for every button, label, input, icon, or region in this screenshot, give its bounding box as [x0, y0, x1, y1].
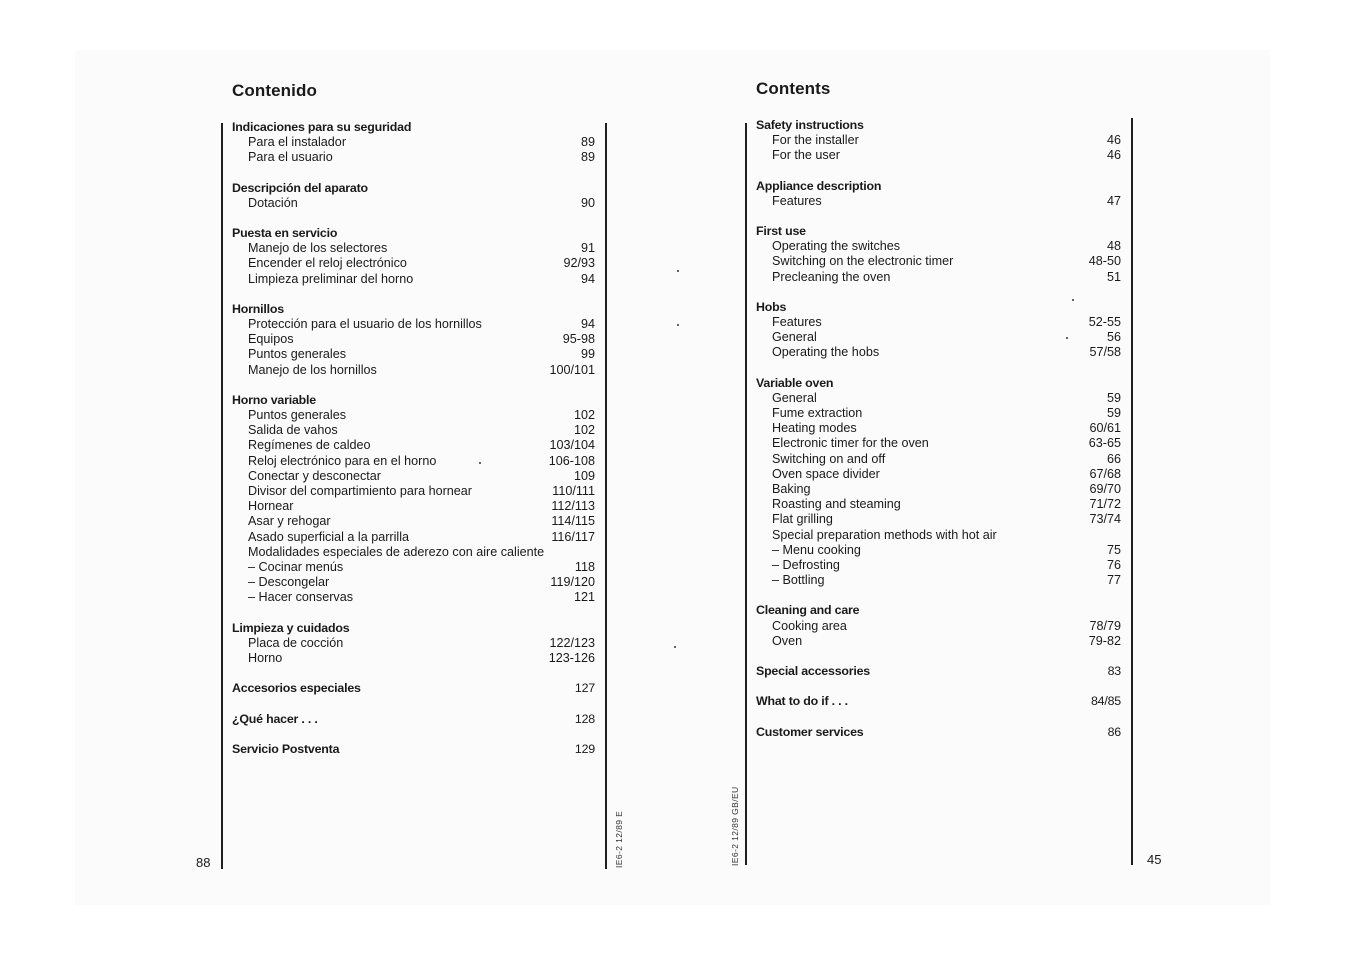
print-speck: [1066, 337, 1068, 339]
toc-entry-page: 92/93: [563, 256, 595, 271]
toc-heading-page: 128: [574, 711, 595, 726]
print-code-left: IE6-2 12/89 E: [614, 810, 624, 868]
print-speck: [677, 324, 679, 326]
left-center-rule: [605, 123, 607, 869]
toc-entry-label: Electronic timer for the oven: [772, 436, 929, 451]
toc-entry-label: – Hacer conservas: [248, 590, 353, 605]
page-number-right: 45: [1147, 852, 1162, 867]
toc-entry: [756, 497, 1121, 512]
toc-entry: [756, 345, 1121, 360]
toc-entry-page: 99: [580, 347, 595, 362]
toc-entry-label: Oven: [772, 633, 803, 648]
toc-section-heading: [756, 725, 1121, 740]
print-speck: [674, 646, 676, 648]
page-title-left: Contenido: [232, 81, 317, 100]
toc-section-heading: [756, 179, 1121, 194]
toc-entry: [232, 256, 595, 271]
toc-entry-page: 48-50: [1088, 254, 1121, 269]
toc-entry-label: Switching on the electronic timer: [772, 254, 954, 269]
toc-entry-label: Regímenes de caldeo: [248, 438, 371, 453]
page-number-left: 88: [196, 855, 211, 870]
toc-entry-page: 46: [1106, 148, 1121, 163]
toc-entry-label: Switching on and off: [772, 451, 886, 466]
toc-entry-page: 106-108: [548, 453, 595, 468]
toc-heading-text: Indicaciones para su seguridad: [232, 120, 412, 134]
toc-section-heading: [232, 621, 595, 636]
toc-heading-text: What to do if . . .: [756, 694, 848, 709]
toc-entry-label: Features: [772, 315, 822, 330]
left-margin-rule: [221, 123, 223, 869]
toc-section: [756, 664, 1121, 679]
toc-entry: [232, 135, 595, 150]
toc-heading-text: Customer services: [756, 724, 864, 739]
toc-entry: [232, 590, 595, 605]
toc-entry-label: Operating the hobs: [772, 345, 880, 360]
toc-entry: [756, 391, 1121, 406]
toc-entry-label: Features: [772, 193, 822, 208]
print-code-right: IE6-2 12/89 GB/EU: [730, 786, 740, 866]
toc-section: [232, 681, 595, 696]
toc-entry: [756, 543, 1121, 558]
toc-entry: [232, 423, 595, 438]
toc-section: [232, 621, 595, 667]
toc-entry-label: Manejo de los selectores: [248, 241, 388, 256]
toc-entry-page: 69/70: [1089, 482, 1121, 497]
toc-entry-page: 110/111: [552, 484, 595, 499]
toc-entry-label: Asado superficial a la parrilla: [248, 529, 410, 544]
toc-entry-page: 52-55: [1088, 315, 1121, 330]
toc-entry-page: 47: [1106, 193, 1121, 208]
toc-entry: [232, 545, 595, 560]
toc-entry: [756, 254, 1121, 269]
toc-entry: [232, 560, 595, 575]
toc-entry-page: 48: [1106, 239, 1121, 254]
toc-section-heading: [232, 393, 595, 408]
toc-entry-page: 76: [1106, 558, 1121, 573]
toc-entry-label: Para el instalador: [248, 135, 347, 150]
toc-entry-label: General: [772, 390, 817, 405]
toc-heading-text: Accesorios especiales: [232, 681, 361, 696]
toc-entry-page: 89: [580, 150, 595, 165]
toc-entry: [756, 315, 1121, 330]
toc-entry-page: 109: [573, 468, 595, 483]
page-title-right: Contents: [756, 79, 831, 98]
toc-entry-page: 94: [580, 317, 595, 332]
toc-entry: [756, 634, 1121, 649]
toc-entry-page: 57/58: [1089, 345, 1121, 360]
toc-heading-text: Servicio Postventa: [232, 741, 340, 756]
toc-heading-text: Special accessories: [756, 664, 870, 679]
toc-section: [756, 224, 1121, 285]
toc-entry-label: – Bottling: [772, 573, 825, 588]
toc-section-heading: [756, 300, 1121, 315]
toc-entry-label: Equipos: [248, 332, 294, 347]
toc-section-heading: [232, 302, 595, 317]
toc-entry-page: 121: [573, 590, 595, 605]
toc-entry: [232, 272, 595, 287]
toc-entry-label: Fume extraction: [772, 406, 863, 421]
toc-entry-page: 51: [1106, 269, 1121, 284]
toc-section-heading: [232, 120, 595, 135]
right-center-rule: [745, 123, 747, 865]
toc-entry-label: – Menu cooking: [772, 542, 861, 557]
toc-section: [232, 742, 595, 757]
toc-entry-label: – Defrosting: [772, 558, 840, 573]
toc-section: [756, 118, 1121, 164]
toc-entry: [756, 436, 1121, 451]
toc-entry: [232, 575, 595, 590]
toc-entry: [232, 651, 595, 666]
toc-entry-label: Modalidades especiales de aderezo con aire caliente: [248, 544, 545, 559]
toc-section-heading: [756, 603, 1121, 618]
toc-heading-page: 83: [1107, 664, 1121, 679]
toc-entry-page: 103/104: [549, 438, 595, 453]
toc-entry: [756, 239, 1121, 254]
right-margin-rule: [1131, 118, 1133, 865]
toc-entry: [232, 332, 595, 347]
toc-heading-text: Puesta en servicio: [232, 226, 338, 241]
toc-entry-label: – Descongelar: [248, 575, 330, 590]
toc-entry: [232, 469, 595, 484]
toc-entry-label: Oven space divider: [772, 466, 880, 481]
toc-entry-page: 102: [573, 408, 595, 423]
toc-section-heading: [232, 742, 595, 757]
toc-heading-text: Safety instructions: [756, 118, 864, 132]
toc-entry-label: Reloj electrónico para en el horno: [248, 453, 437, 468]
toc-entry-label: For the user: [772, 148, 840, 163]
toc-entry-label: Limpieza preliminar del horno: [248, 271, 414, 286]
toc-entry: [232, 150, 595, 165]
toc-entry-page: 66: [1106, 451, 1121, 466]
toc-section: [232, 302, 595, 378]
toc-entry-page: 119/120: [550, 575, 595, 590]
toc-entry-label: Cooking area: [772, 618, 847, 633]
toc-entry: [232, 241, 595, 256]
toc-entry-label: – Cocinar menús: [248, 560, 344, 575]
toc-heading-text: Descripción del aparato: [232, 180, 368, 195]
toc-entry: [756, 406, 1121, 421]
toc-heading-text: Appliance description: [756, 178, 882, 193]
toc-heading-text: Horno variable: [232, 392, 316, 407]
toc-entry: [756, 573, 1121, 588]
toc-section-heading: [756, 376, 1121, 391]
toc-entry: [756, 558, 1121, 573]
toc-entry-page: 59: [1106, 406, 1121, 421]
toc-entry-label: For the installer: [772, 133, 859, 148]
toc-entry: [756, 148, 1121, 163]
toc-entry-label: Dotación: [248, 195, 298, 210]
toc-entry-label: Protección para el usuario de los hornillos: [248, 317, 482, 332]
toc-entry-page: 71/72: [1089, 497, 1121, 512]
toc-section-heading: [232, 181, 595, 196]
toc-entry-label: Placa de cocción: [248, 635, 344, 650]
toc-section: [232, 393, 595, 606]
toc-heading-text: Cleaning and care: [756, 603, 860, 618]
toc-entry: [232, 530, 595, 545]
toc-entry: [756, 512, 1121, 527]
toc-entry-label: Divisor del compartimiento para hornear: [248, 484, 472, 499]
toc-entry: [232, 317, 595, 332]
toc-section: [232, 712, 595, 727]
toc-entry: [756, 467, 1121, 482]
toc-heading-text: ¿Qué hacer . . .: [232, 711, 318, 726]
print-speck: [1072, 299, 1074, 301]
toc-section: [756, 725, 1121, 740]
toc-entry-label: Operating the switches: [772, 239, 901, 254]
toc-heading-page: 84/85: [1090, 694, 1121, 709]
toc-entry-page: 94: [580, 271, 595, 286]
toc-entry-page: 95-98: [562, 332, 595, 347]
toc-entry-label: Puntos generales: [248, 408, 347, 423]
toc-entry-label: Conectar y desconectar: [248, 468, 382, 483]
toc-heading-page: 127: [574, 681, 595, 696]
toc-entry: [756, 482, 1121, 497]
toc-entry-page: 59: [1106, 390, 1121, 405]
toc-heading-text: Hobs: [756, 299, 787, 314]
toc-entry: [232, 408, 595, 423]
toc-entry: [232, 363, 595, 378]
toc-entry: [756, 133, 1121, 148]
toc-entry: [232, 484, 595, 499]
toc-entry-page: 56: [1106, 330, 1121, 345]
toc-entry-label: Roasting and steaming: [772, 497, 901, 512]
print-speck: [677, 270, 679, 272]
toc-entry-page: 102: [573, 423, 595, 438]
toc-heading-text: Limpieza y cuidados: [232, 620, 350, 635]
toc-section-heading: [756, 118, 1121, 133]
toc-entry: [756, 452, 1121, 467]
toc-entry-label: Manejo de los hornillos: [248, 362, 377, 377]
toc-section-heading: [756, 694, 1121, 709]
toc-entry-label: Baking: [772, 482, 811, 497]
toc-heading-text: First use: [756, 224, 806, 239]
toc-entry-label: Flat grilling: [772, 512, 833, 527]
toc-entry-label: Asar y rehogar: [248, 514, 331, 529]
toc-entry-page: 90: [580, 195, 595, 210]
toc-right: [756, 118, 1121, 755]
toc-section-heading: [232, 681, 595, 696]
toc-entry: [232, 438, 595, 453]
toc-section: [756, 694, 1121, 709]
toc-left: [232, 120, 595, 772]
toc-entry-label: Precleaning the oven: [772, 269, 891, 284]
toc-entry-page: 112/113: [551, 499, 595, 514]
toc-entry-page: 75: [1106, 542, 1121, 557]
toc-entry: [232, 196, 595, 211]
toc-entry-page: 100/101: [549, 362, 595, 377]
toc-section-heading: [756, 224, 1121, 239]
toc-heading-page: 86: [1107, 724, 1121, 739]
toc-section: [232, 120, 595, 166]
toc-entry: [756, 194, 1121, 209]
toc-entry-page: 123-126: [548, 651, 595, 666]
toc-section: [756, 300, 1121, 361]
toc-entry: [756, 270, 1121, 285]
toc-entry-label: Heating modes: [772, 421, 857, 436]
toc-section: [756, 376, 1121, 589]
toc-entry-page: 114/115: [551, 514, 595, 529]
toc-entry-page: 78/79: [1089, 618, 1121, 633]
toc-section-heading: [232, 226, 595, 241]
toc-entry-page: 79-82: [1088, 633, 1121, 648]
toc-section: [756, 603, 1121, 649]
toc-entry: [756, 421, 1121, 436]
toc-entry-page: 89: [580, 135, 595, 150]
toc-entry-page: 46: [1106, 133, 1121, 148]
toc-heading-page: 129: [574, 741, 595, 756]
toc-entry-label: Puntos generales: [248, 347, 347, 362]
toc-section-heading: [232, 712, 595, 727]
toc-entry-label: Hornear: [248, 499, 294, 514]
toc-entry-page: 118: [574, 560, 595, 575]
toc-entry-label: Horno: [248, 651, 283, 666]
toc-entry-page: 60/61: [1089, 421, 1121, 436]
toc-entry-label: Encender el reloj electrónico: [248, 256, 407, 271]
toc-entry: [756, 619, 1121, 634]
toc-heading-text: Hornillos: [232, 301, 284, 316]
toc-entry-page: 63-65: [1088, 436, 1121, 451]
toc-entry: [232, 636, 595, 651]
toc-entry: [756, 528, 1121, 543]
toc-entry: [232, 454, 595, 469]
toc-entry: [232, 499, 595, 514]
toc-entry-page: 91: [580, 241, 595, 256]
toc-section: [232, 181, 595, 211]
toc-entry-page: 122/123: [549, 635, 595, 650]
toc-entry-page: 67/68: [1089, 466, 1121, 481]
toc-entry-label: Special preparation methods with hot air: [772, 527, 997, 542]
toc-entry-label: Para el usuario: [248, 150, 333, 165]
toc-section-heading: [756, 664, 1121, 679]
toc-entry-page: 77: [1106, 573, 1121, 588]
toc-heading-text: Variable oven: [756, 375, 834, 390]
toc-entry: [232, 347, 595, 362]
print-speck: [479, 462, 481, 464]
toc-section: [756, 179, 1121, 209]
toc-entry-page: 116/117: [551, 529, 595, 544]
toc-section: [232, 226, 595, 287]
toc-entry-page: 73/74: [1089, 512, 1121, 527]
toc-entry: [232, 514, 595, 529]
toc-entry-label: Salida de vahos: [248, 423, 338, 438]
toc-entry-label: General: [772, 330, 817, 345]
